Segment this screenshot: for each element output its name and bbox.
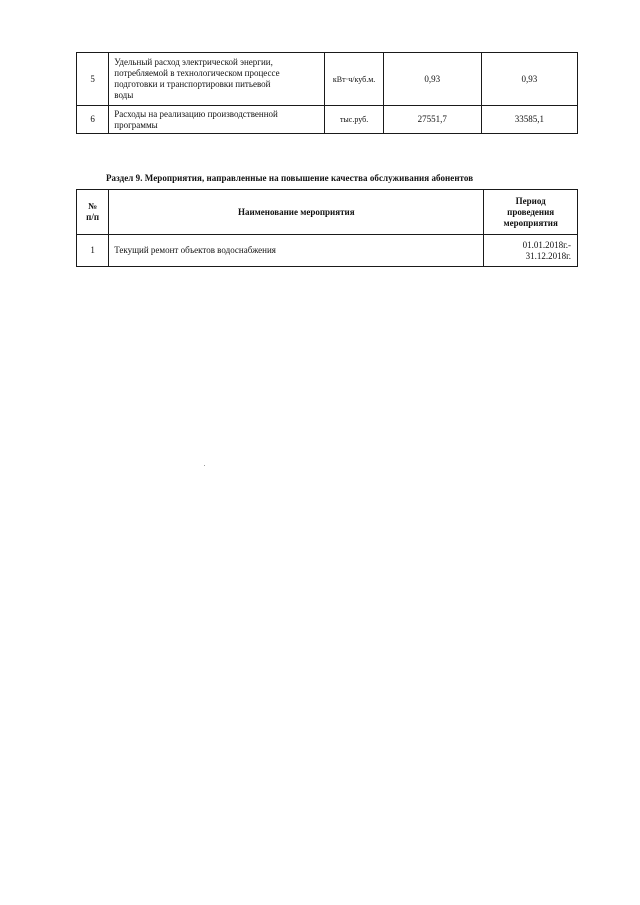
unit-cell: кВт·ч/куб.м.	[325, 53, 383, 106]
header-event-name: Наименование мероприятия	[109, 190, 484, 235]
header-number	[77, 190, 109, 235]
indicator-name	[109, 106, 325, 134]
header-number-line: п/п	[86, 212, 100, 222]
events-table	[76, 189, 578, 267]
indicator-name-line: программы	[114, 119, 158, 130]
table-header-row	[77, 190, 578, 235]
value-cell: 27551,7	[383, 106, 481, 134]
indicator-name	[109, 53, 325, 106]
indicator-name-line: потребляемой в технологическом процессе	[114, 68, 280, 78]
header-number-line: №	[88, 201, 98, 211]
section-title: Раздел 9. Мероприятия, направленные на повышение качества обслуживания абонентов	[106, 173, 474, 183]
header-period	[484, 190, 578, 235]
table-row	[77, 235, 578, 267]
value-cell: 0,93	[383, 53, 481, 106]
value-cell: 0,93	[481, 53, 577, 106]
event-period-line: 01.01.2018г.-	[522, 239, 571, 250]
scan-speck	[204, 465, 205, 466]
event-name: Текущий ремонт объектов водоснабжения	[109, 235, 484, 267]
header-period-line: Период	[515, 195, 546, 206]
indicator-name-line: Расходы на реализацию производственной	[114, 108, 278, 119]
unit-cell: тыс.руб.	[325, 106, 383, 134]
value-cell: 33585,1	[481, 106, 577, 134]
header-period-line: мероприятия	[503, 217, 558, 228]
event-period	[484, 235, 578, 267]
row-number: 5	[77, 53, 109, 106]
table-row	[77, 53, 578, 106]
table-row	[77, 106, 578, 134]
header-period-line: проведения	[507, 206, 555, 217]
row-number: 6	[77, 106, 109, 134]
metrics-table	[76, 52, 578, 134]
event-period-line: 31.12.2018г.	[525, 250, 571, 261]
indicator-name-line: подготовки и транспортировки питьевой	[114, 79, 271, 89]
indicator-name-line: воды	[114, 90, 134, 100]
row-number: 1	[77, 235, 109, 267]
indicator-name-line: Удельный расход электрической энергии,	[114, 57, 273, 67]
